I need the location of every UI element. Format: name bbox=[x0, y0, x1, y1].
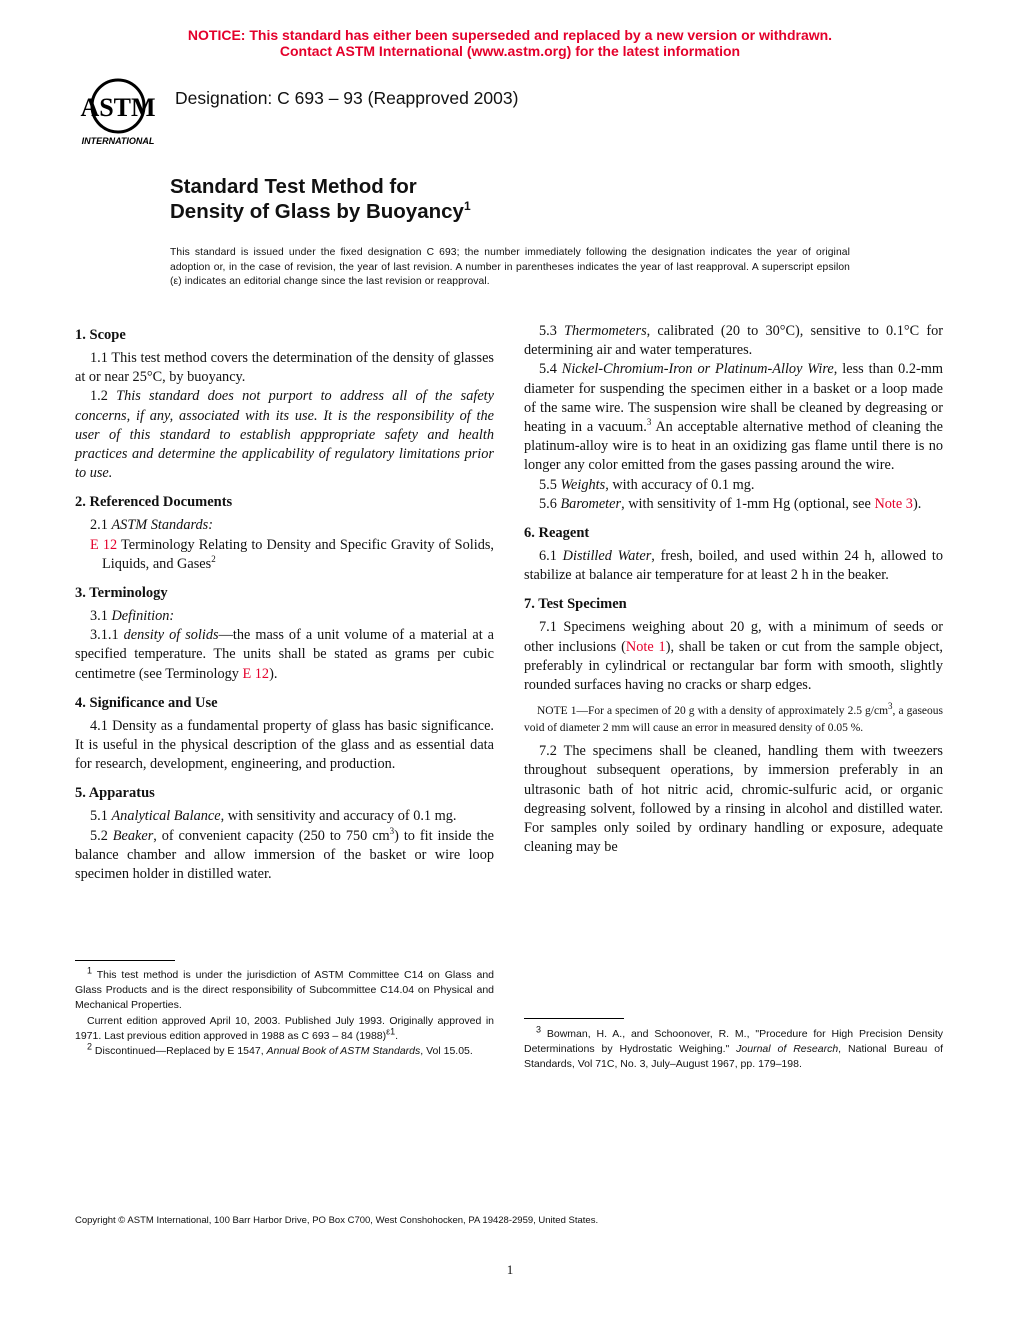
footnote bbox=[524, 1024, 944, 1073]
paragraph bbox=[524, 322, 943, 360]
section bbox=[75, 326, 494, 483]
cross-reference-link[interactable]: E 12 bbox=[242, 665, 270, 682]
text-run: 3.1 bbox=[90, 608, 112, 625]
section bbox=[524, 322, 943, 514]
document-title bbox=[170, 174, 471, 224]
section-heading: 1. Scope bbox=[75, 327, 126, 343]
text-run: , National Bureau of Standards, Vol 71C, No. 3, July–August 1967, pp. 179–198. bbox=[524, 1043, 944, 1071]
text-run: , calibrated (20 to 30°C), sensitive to 0.1°C for determining air and water temperatures. bbox=[524, 323, 943, 359]
footnotes-right bbox=[524, 1024, 944, 1073]
footnote-ref: 2 bbox=[211, 554, 216, 565]
footnote-ref: 2 bbox=[87, 1041, 93, 1052]
text-run: Weights bbox=[560, 476, 606, 493]
text-run: Barometer bbox=[560, 495, 622, 512]
text-run: NOTE 1—For a specimen of 20 g with a density of approximately 2.5 g/cm bbox=[537, 705, 889, 718]
designation: Designation: C 693 – 93 (Reapproved 2003) bbox=[175, 88, 519, 108]
page-number: 1 bbox=[506, 1262, 514, 1277]
text-run: This test method is under the jurisdiction of ASTM Committee C14 on Glass and Glass Products and is the direct responsibility of Subcommittee C14.04 on Physical and Mechanical Properties. bbox=[75, 969, 494, 1012]
text-run: ASTM Standards: bbox=[111, 517, 213, 534]
paragraph bbox=[75, 717, 494, 775]
text-run: ) to fit inside the balance chamber and allow immersion of the basket or wire loop specimen holder in distilled water. bbox=[75, 827, 494, 883]
supersede-notice bbox=[0, 27, 1020, 59]
paragraph bbox=[524, 360, 943, 475]
text-run: —the mass of a unit volume of a material at a specified temperature. The units shall be stated as grams per cubic centimetre (see Terminology bbox=[75, 627, 495, 682]
text-run: , less than 0.2-mm diameter for suspending the specimen either in a basket or a loop made of the same wire. The suspension wire shall be cleaned by degreasing or heating in a vacuum. bbox=[524, 361, 944, 436]
paragraph bbox=[75, 536, 494, 574]
text-run: Terminology Relating to Density and Specific Gravity of Solids, Liquids, and Gases bbox=[102, 536, 494, 572]
paragraph bbox=[75, 827, 494, 885]
paragraph bbox=[75, 516, 494, 535]
text-run: 7.2 The specimens shall be cleaned, handling them with tweezers throughout subsequent operations, by immersion preferably in an ultrasonic bath of hot nitric acid, chromic-sulfuric acid, or organic degreasing solvent, followed by a rinsing in alcohol and distilled water. For samples only soiled by ordinary handling or exposure, adequate cleaning may be bbox=[524, 743, 943, 856]
text-run: Definition: bbox=[111, 608, 175, 625]
text-run: , fresh, boiled, and used within 24 h, allowed to stabilize at balance air temperature for at least 2 h in the beaker. bbox=[524, 548, 943, 584]
text-run: , of convenient capacity (250 to 750 cm bbox=[153, 827, 390, 844]
issue-note: This standard is issued under the fixed designation C 693; the number immediately following the designation indicates the year of original adoption or, in the case of revision, the year of last revision. A number in parentheses indicates the year of last reapproval. A superscript epsilon (ε) indicates an editorial change since the last revision or reapproval. bbox=[170, 247, 850, 288]
paragraph bbox=[524, 618, 943, 695]
text-run: , a gaseous void of diameter 2 mm will cause an error in measured density of 0.05 %. bbox=[524, 705, 943, 734]
text-run: . bbox=[395, 1029, 399, 1042]
text-run: ). bbox=[269, 665, 278, 682]
text-run: 2.1 bbox=[90, 517, 112, 534]
text-run: An acceptable alternative method of cleaning the platinum-alloy wire is to heat in an oxidizing gas flame until there is no longer any color emitted from the gases passing around the wire. bbox=[524, 419, 943, 474]
text-run: 7.1 Specimens weighing about 20 g, with a minimum of seeds or other inclusions ( bbox=[524, 619, 943, 655]
section bbox=[75, 784, 494, 884]
text-run: , with accuracy of 0.1 mg. bbox=[605, 476, 755, 493]
footnotes-left bbox=[75, 965, 494, 1059]
paragraph bbox=[75, 349, 494, 387]
text-run: 5.5 bbox=[539, 476, 561, 493]
text-run: Current edition approved April 10, 2003. Published July 1993. Originally approved in 1971. Last previous edition approved in 1988 as C 693 – 84 (1988) bbox=[75, 1014, 494, 1042]
cross-reference-link[interactable]: Note 3 bbox=[874, 495, 913, 512]
paragraph bbox=[524, 547, 943, 585]
title-footnote-ref: 1 bbox=[463, 199, 471, 214]
copyright: Copyright © ASTM International, 100 Barr Harbor Drive, PO Box C700, West Conshohocken, PA 19428-2959, United States. bbox=[75, 1215, 599, 1226]
section-heading: 2. Referenced Documents bbox=[75, 494, 233, 511]
paragraph bbox=[75, 807, 494, 826]
text-run: 5.2 bbox=[90, 827, 113, 844]
astm-logo bbox=[77, 76, 159, 148]
text-run: Discontinued—Replaced by E 1547, bbox=[92, 1045, 267, 1058]
section bbox=[75, 694, 494, 775]
text-run: Analytical Balance bbox=[111, 808, 221, 825]
text-run: 5.1 bbox=[90, 808, 112, 825]
text-run: 5.6 bbox=[539, 495, 561, 512]
cross-reference-link[interactable]: Note 1 bbox=[625, 638, 666, 655]
title-line-1: Standard Test Method for bbox=[170, 175, 417, 198]
section bbox=[75, 584, 494, 684]
text-run: 6.1 bbox=[539, 548, 563, 565]
footnote-ref: ε1 bbox=[386, 1026, 396, 1037]
section-heading: 5. Apparatus bbox=[75, 785, 155, 802]
text-run: Journal of Research bbox=[736, 1043, 839, 1056]
title-text: Density of Glass by Buoyancy bbox=[170, 200, 464, 223]
section-heading: 3. Terminology bbox=[75, 585, 168, 602]
text-run: ). bbox=[912, 495, 922, 512]
footnote-divider bbox=[75, 960, 175, 961]
text-run: 5.4 bbox=[539, 361, 562, 378]
text-run: Thermometers bbox=[564, 323, 647, 339]
left-column bbox=[75, 322, 494, 894]
notice-line-2: Contact ASTM International (www.astm.org) for the latest information bbox=[279, 43, 741, 59]
footnote bbox=[75, 965, 494, 1014]
section-heading: 6. Reagent bbox=[524, 525, 590, 542]
text-run: , with sensitivity of 1-mm Hg (optional, see bbox=[621, 495, 875, 512]
section-heading: 4. Significance and Use bbox=[75, 694, 218, 711]
text-run: Distilled Water bbox=[562, 548, 652, 565]
title-line-2 bbox=[170, 199, 471, 224]
right-column bbox=[524, 322, 943, 867]
section bbox=[524, 524, 943, 585]
footnote-ref: 3 bbox=[536, 1024, 542, 1035]
text-run: Bowman, H. A., and Schoonover, R. M., "Procedure for High Precision Density Determinations by Hydrostatic Weighing." bbox=[524, 1028, 943, 1056]
text-run: 4.1 Density as a fundamental property of glass has basic significance. It is useful in the physical description of the glass and as essential data for research, development, engineering, and production. bbox=[75, 717, 494, 773]
text-run: Annual Book of ASTM Standards bbox=[266, 1045, 421, 1058]
footnote-divider bbox=[524, 1018, 624, 1019]
paragraph bbox=[75, 626, 494, 684]
text-run: 3.1.1 bbox=[90, 627, 124, 644]
svg-text:ASTM: ASTM bbox=[80, 93, 156, 122]
text-run: 5.3 bbox=[539, 323, 565, 339]
paragraph bbox=[75, 387, 494, 483]
paragraph bbox=[524, 742, 943, 857]
text-run: This standard does not purport to address all of the safety concerns, if any, associated with its use. It is the responsibility of the user of this standard to establish apppropriate safety and health practices and determine the applicability of regulatory limitations prior to use. bbox=[75, 388, 494, 482]
text-run: 1.1 This test method covers the determination of the density of glasses at or near 25°C, by buoyancy. bbox=[75, 350, 494, 386]
note bbox=[524, 703, 943, 736]
text-run: , Vol 15.05. bbox=[420, 1045, 473, 1058]
footnote bbox=[75, 1041, 494, 1059]
section bbox=[524, 595, 943, 857]
paragraph bbox=[524, 495, 943, 514]
text-run: , with sensitivity and accuracy of 0.1 mg. bbox=[220, 808, 457, 825]
text-run: Beaker bbox=[112, 827, 154, 844]
cross-reference-link[interactable]: E 12 bbox=[90, 536, 118, 553]
notice-line-1: NOTICE: This standard has either been superseded and replaced by a new version or withdrawn. bbox=[187, 27, 833, 43]
text-run: density of solids bbox=[123, 627, 219, 644]
section-heading: 7. Test Specimen bbox=[524, 596, 627, 613]
paragraph bbox=[75, 607, 494, 626]
footnote bbox=[75, 1014, 494, 1044]
footnote-ref: 3 bbox=[888, 701, 893, 712]
text-run: Nickel-Chromium-Iron or Platinum-Alloy Wire bbox=[561, 361, 834, 378]
text-run: 1.2 bbox=[90, 388, 117, 405]
section bbox=[75, 493, 494, 574]
footnote-ref: 3 bbox=[389, 825, 395, 836]
svg-text:INTERNATIONAL: INTERNATIONAL bbox=[81, 136, 155, 146]
paragraph bbox=[524, 476, 943, 495]
text-run: ), shall be taken or cut from the sample object, preferably in cylindrical or rectangular bar form with smooth, slightly rounded surfaces having no cracks or sharp edges. bbox=[524, 638, 943, 694]
footnote-ref: 3 bbox=[646, 417, 652, 428]
footnote-ref: 1 bbox=[87, 965, 93, 976]
